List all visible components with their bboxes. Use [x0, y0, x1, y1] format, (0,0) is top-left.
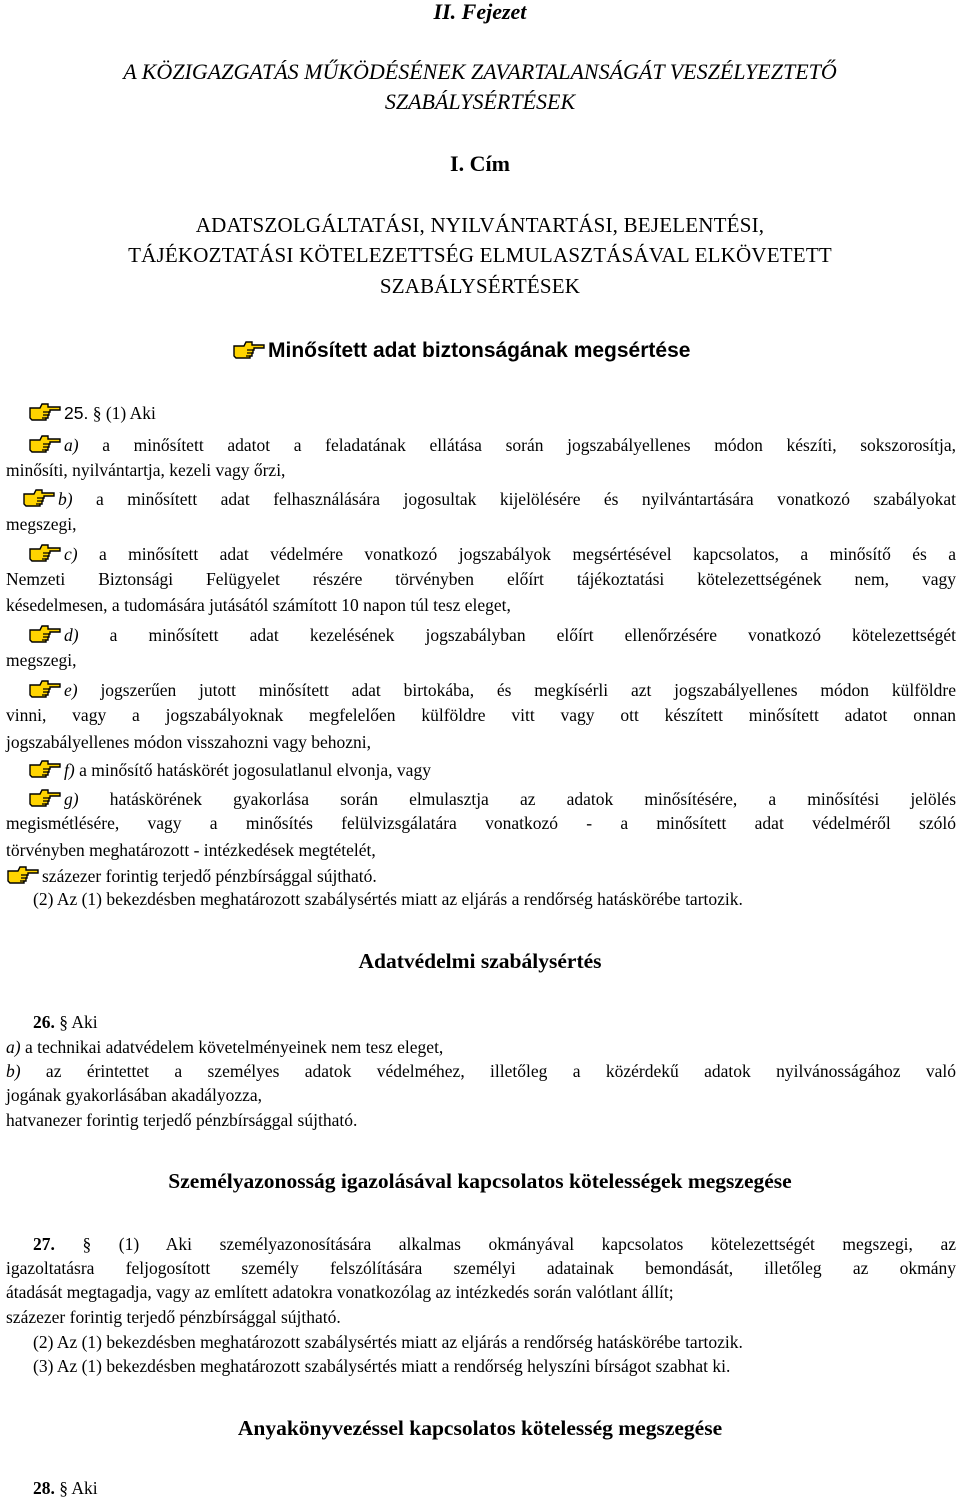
pointing-hand-icon[interactable] [28, 622, 62, 644]
section-27-paragraph-1-line-3: átadását megtagadja, vagy az említett adatokra vonatkozólag az intézkedés során valótlant állít; [6, 1282, 674, 1302]
section-26-point-b-line-2: jogának gyakorlásában akadályozza, [6, 1085, 263, 1105]
point-a-line-1: a) a minősített adatot a feladatának ellátása során jogszabályellenes módon készíti, sokszorosítja, [28, 432, 956, 458]
section-25-lead: 25. § (1) Aki [28, 400, 156, 426]
chapter-title-line-1: A KÖZIGAZGATÁS MŰKÖDÉSÉNEK ZAVARTALANSÁGÁT VESZÉLYEZTETŐ [123, 59, 837, 84]
pointing-hand-icon[interactable] [28, 541, 62, 563]
pointing-hand-icon[interactable] [28, 677, 62, 699]
chapter-title-line-2: SZABÁLYSÉRTÉSEK [384, 89, 576, 114]
section-27-penalty: százezer forintig terjedő pénzbírsággal sújtható. [6, 1307, 341, 1327]
point-b-line-1: b) a minősített adat felhasználására jogosultak kijelölésére és nyilvántartására vonatkozó szabályokat [22, 486, 956, 512]
point-g-line-3: törvényben meghatározott - intézkedések megtételét, [6, 840, 376, 860]
section-28-lead: 28. § Aki [33, 1478, 98, 1498]
pointing-hand-icon[interactable] [28, 432, 62, 454]
section-25-heading: Minősített adat biztonságának megsértése [232, 338, 690, 364]
point-g-line-2: megismétlésére, vagy a minősítés felülvizsgálatára vonatkozó - a minősített adat védelméről szóló [6, 813, 956, 833]
point-e-line-2: vinni, vagy a jogszabályoknak megfelelően külföldre vitt vagy ott készített minősített adatot onnan [6, 705, 956, 725]
chapter-number: II. Fejezet [433, 0, 527, 24]
section-26-lead: 26. § Aki [33, 1012, 98, 1032]
point-c-line-3: késedelmesen, a tudomására jutásától számított 10 napon túl tesz eleget, [6, 595, 511, 615]
point-e-line-1: e) jogszerűen jutott minősített adat birtokába, és megkísérli azt jogszabályellenes módon külföldre [28, 677, 956, 703]
section-27-heading: Személyazonosság igazolásával kapcsolatos kötelességek megszegése [168, 1169, 792, 1193]
section-25-paragraph-2: (2) Az (1) bekezdésben meghatározott szabálysértés miatt az eljárás a rendőrség hatáskörébe tartozik. [33, 889, 743, 909]
pointing-hand-icon[interactable] [22, 486, 56, 508]
title-line-1: ADATSZOLGÁLTATÁSI, NYILVÁNTARTÁSI, BEJELENTÉSI, [195, 213, 765, 237]
point-g-line-1: g) hatáskörének gyakorlása során elmulasztja az adatok minősítésére, a minősítési jelölés [28, 786, 956, 812]
section-26-point-b-line-1: b) az érintettet a személyes adatok védelméhez, illetőleg a közérdekű adatok nyilvánosságához való [6, 1061, 956, 1081]
pointing-hand-icon[interactable] [28, 786, 62, 808]
section-27-paragraph-3: (3) Az (1) bekezdésben meghatározott szabálysértés miatt a rendőrség helyszíni bírságot szabhat ki. [33, 1356, 731, 1376]
title-line-3: SZABÁLYSÉRTÉSEK [379, 274, 581, 298]
pointing-hand-icon[interactable] [28, 400, 62, 422]
point-f-line-1: f) a minősítő hatáskörét jogosulatlanul elvonja, vagy [28, 757, 431, 783]
point-c-line-1: c) a minősített adat védelmére vonatkozó jogszabályok megsértésével kapcsolatos, a minősítő és a [28, 541, 956, 567]
pointing-hand-icon[interactable] [232, 338, 266, 360]
section-27-paragraph-2: (2) Az (1) bekezdésben meghatározott szabálysértés miatt az eljárás a rendőrség hatáskörébe tartozik. [33, 1332, 743, 1352]
section-27-paragraph-1-line-2: igazoltatásra feljogosított személy felszólítására személyi adatainak bemondását, illetőleg az okmány [6, 1258, 956, 1278]
section-25-penalty: százezer forintig terjedő pénzbírsággal sújtható. [6, 863, 377, 889]
title-line-2: TÁJÉKOZTATÁSI KÖTELEZETTSÉG ELMULASZTÁSÁVAL ELKÖVETETT [128, 243, 832, 267]
point-d-line-1: d) a minősített adat kezelésének jogszabályban előírt ellenőrzésére vonatkozó kötelezettségét [28, 622, 956, 648]
section-27-paragraph-1-line-1: 27. § (1) Aki személyazonosítására alkalmas okmányával kapcsolatos kötelezettségét megszegi, az [33, 1234, 956, 1254]
point-d-line-2: megszegi, [6, 650, 77, 670]
point-a-line-2: minősíti, nyilvántartja, kezeli vagy őrzi, [6, 460, 286, 480]
section-26-point-a: a) a technikai adatvédelem követelményeinek nem tesz eleget, [6, 1037, 444, 1057]
point-c-line-2: Nemzeti Biztonsági Felügyelet részére törvényben előírt tájékoztatási kötelezettségének nem, vagy [6, 569, 956, 589]
section-26-penalty: hatvanezer forintig terjedő pénzbírsággal sújtható. [6, 1110, 358, 1130]
section-28-heading: Anyakönyvezéssel kapcsolatos kötelesség megszegése [237, 1416, 723, 1440]
section-26-heading: Adatvédelmi szabálysértés [358, 949, 602, 973]
title-label: I. Cím [450, 151, 510, 176]
point-b-line-2: megszegi, [6, 514, 77, 534]
pointing-hand-icon[interactable] [6, 863, 40, 885]
pointing-hand-icon[interactable] [28, 757, 62, 779]
point-e-line-3: jogszabályellenes módon visszahozni vagy behozni, [6, 732, 371, 752]
